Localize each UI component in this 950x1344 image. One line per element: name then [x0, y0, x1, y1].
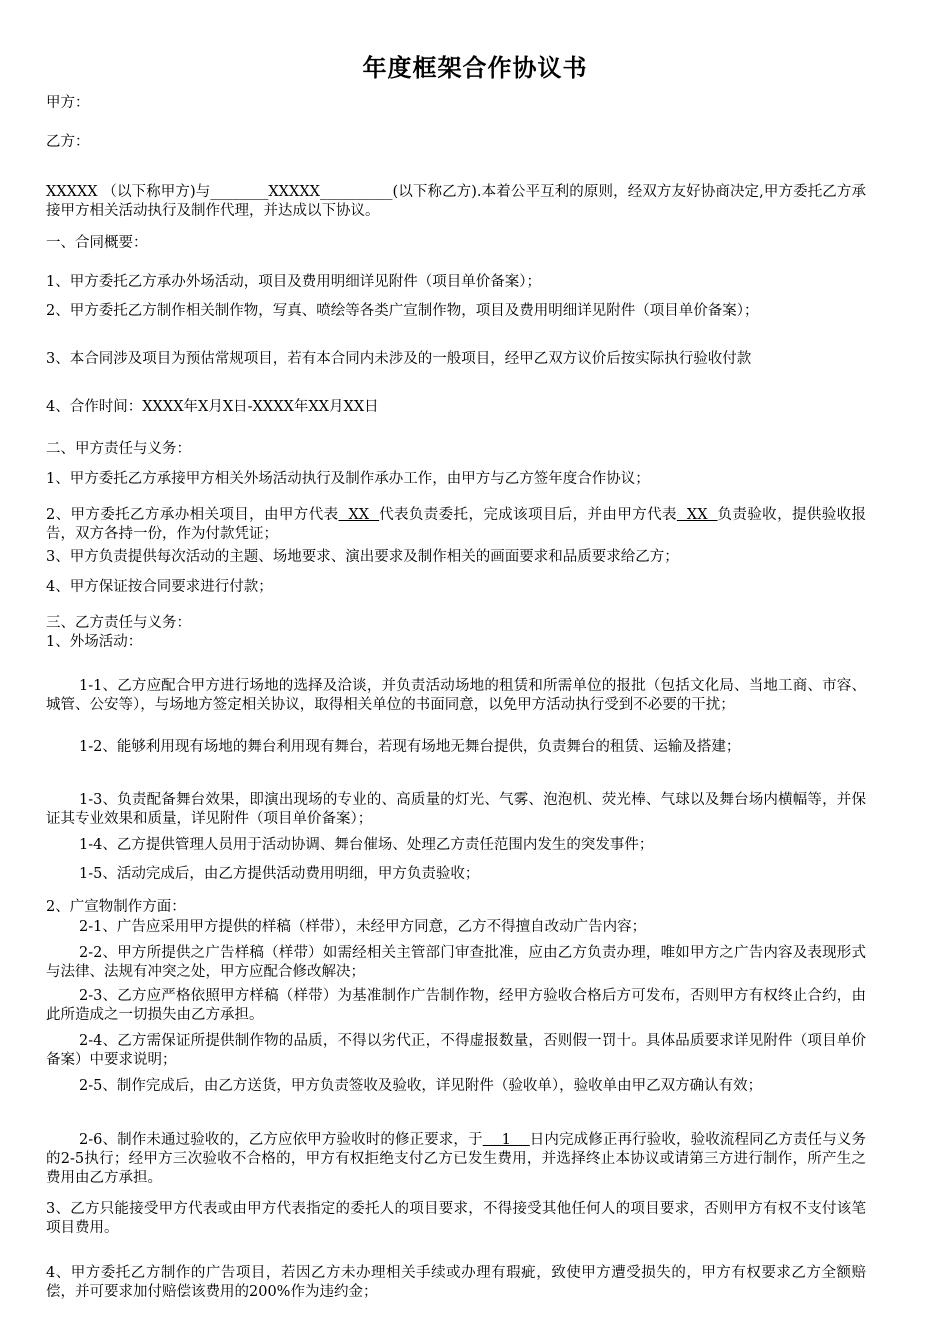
- document-title: 年度框架合作协议书: [362, 54, 588, 82]
- section3-sub1-heading: 1、外场活动：: [46, 634, 143, 650]
- section2-item-2-text-2: 代表负责委托，完成该项目后，并由甲方代表: [379, 507, 677, 523]
- section3-item-2-6: [46, 1131, 866, 1188]
- party-a-label: 甲方：: [46, 95, 90, 111]
- section3-item-2-2: 2-2、甲方所提供之广告样稿（样带）如需经相关主管部门审查批准，应由乙方负责办理，唯如甲方之广告内容及表现形式与法律、法规有冲突之处，甲方应配合修改解决；: [46, 945, 866, 980]
- party-a-representative-2: XX: [676, 507, 718, 523]
- section1-item-1: 1、甲方委托乙方承办外场活动，项目及费用明细详见附件（项目单价备案）；: [46, 274, 541, 290]
- section2-item-4: 4、甲方保证按合同要求进行付款；: [46, 579, 273, 595]
- section3-item-1-5: 1-5、活动完成后，由乙方提供活动费用明细，甲方负责验收；: [79, 866, 480, 882]
- section3-item-1-3: 1-3、负责配备舞台效果，即演出现场的专业的、高质量的灯光、气雾、泡泡机、荧光棒、气球以及舞台场内横幅等，并保证其专业效果和质量，详见附件（项目单价备案）；: [46, 792, 866, 827]
- section2-item-2: [46, 506, 866, 544]
- section3-item-1-1: 1-1、乙方应配合甲方进行场地的选择及洽谈，并负责活动场地的租赁和所需单位的报批（包括文化局、当地工商、市容、城管、公安等），与场地方签定相关协议，取得相关单位的书面同意，以免甲方活动执行受到不必要的干扰；: [46, 678, 866, 713]
- section2-item-3: 3、甲方负责提供每次活动的主题、场地要求、演出要求及制作相关的画面要求和品质要求给乙方；: [46, 549, 679, 565]
- party-a-representative-1: XX: [338, 507, 380, 523]
- correction-days: 1: [482, 1132, 530, 1148]
- section3-heading: 三、乙方责任与义务：: [46, 615, 191, 631]
- section3-item-2-5: 2-5、制作完成后，由乙方送货，甲方负责签收及验收，详见附件（验收单），验收单由甲乙双方确认有效；: [79, 1078, 763, 1094]
- section3-item-2-1: 2-1、广告应采用甲方提供的样稿（样带），未经甲方同意，乙方不得擅自改动广告内容；: [79, 919, 647, 935]
- section3-item-1-4: 1-4、乙方提供管理人员用于活动协调、舞台催场、处理乙方责任范围内发生的突发事件；: [79, 837, 654, 853]
- section1-heading: 一、合同概要：: [46, 235, 148, 251]
- intro-party-b-name: ________XXXXX__________: [210, 184, 393, 200]
- intro-party-a-name: XXXXX: [46, 184, 98, 200]
- section3-item-2-3: 2-3、乙方应严格依照甲方样稿（样带）为基准制作广告制作物，经甲方验收合格后方可发布，否则甲方有权终止合约，由此所造成之一切损失由乙方承担。: [46, 988, 866, 1023]
- section3-item-4: 4、甲方委托乙方制作的广告项目，若因乙方未办理相关手续或办理有瑕疵，致使甲方遭受损失的，甲方有权要求乙方全额赔偿，并可要求加付赔偿该费用的200%作为违约金；: [46, 1265, 866, 1300]
- section2-item-2-text-1: 2、甲方委托乙方承办相关项目，由甲方代表: [46, 507, 339, 523]
- intro-party-a-suffix: （以下称甲方)与: [97, 184, 211, 200]
- section1-item-3: 3、本合同涉及项目为预估常规项目，若有本合同内未涉及的一般项目，经甲乙双方议价后按实际执行验收付款: [46, 351, 752, 367]
- intro-paragraph: [46, 183, 866, 221]
- section1-item-2: 2、甲方委托乙方制作相关制作物，写真、喷绘等各类广宣制作物，项目及费用明细详见附件（项目单价备案）；: [46, 303, 759, 319]
- section3-sub2-heading: 2、广宣物制作方面：: [46, 899, 186, 915]
- section3-item-2-6-text-1: 2-6、制作未通过验收的，乙方应依甲方验收时的修正要求，于: [79, 1132, 483, 1148]
- section3-item-3: 3、乙方只能接受甲方代表或由甲方代表指定的委托人的项目要求，不得接受其他任何人的项目要求，否则甲方有权不支付该笔项目费用。: [46, 1201, 866, 1236]
- section3-item-2-4: 2-4、乙方需保证所提供制作物的品质，不得以劣代正，不得虚报数量，否则假一罚十。具体品质要求详见附件（项目单价备案）中要求说明；: [46, 1033, 866, 1068]
- section2-heading: 二、甲方责任与义务：: [46, 441, 191, 457]
- section2-item-2-text-3: 负责验收，提供验收报告，双方各持一份，作为付款凭证；: [46, 507, 867, 542]
- section1-item-4: 4、合作时间：XXXX年X月X日-XXXX年XX月XX日: [46, 399, 379, 415]
- section3-item-1-2: 1-2、能够利用现有场地的舞台利用现有舞台，若现有场地无舞台提供，负责舞台的租赁、运输及搭建；: [79, 739, 741, 755]
- party-b-label: 乙方：: [46, 134, 90, 150]
- intro-rest: (以下称乙方).本着公平互利的原则，经双方友好协商决定,甲方委托乙方承接甲方相关活动执行及制作代理，并达成以下协议。: [46, 184, 867, 219]
- section3-item-2-6-text-2: 日内完成修正再行验收，验收流程同乙方责任与义务的2-5执行；经甲方三次验收不合格的，甲方有权拒绝支付乙方已发生费用，并选择终止本协议或请第三方进行制作，所产生之费用由乙方承担。: [46, 1132, 866, 1186]
- section2-item-1: 1、甲方委托乙方承接甲方相关外场活动执行及制作承办工作，由甲方与乙方签年度合作协议；: [46, 471, 650, 487]
